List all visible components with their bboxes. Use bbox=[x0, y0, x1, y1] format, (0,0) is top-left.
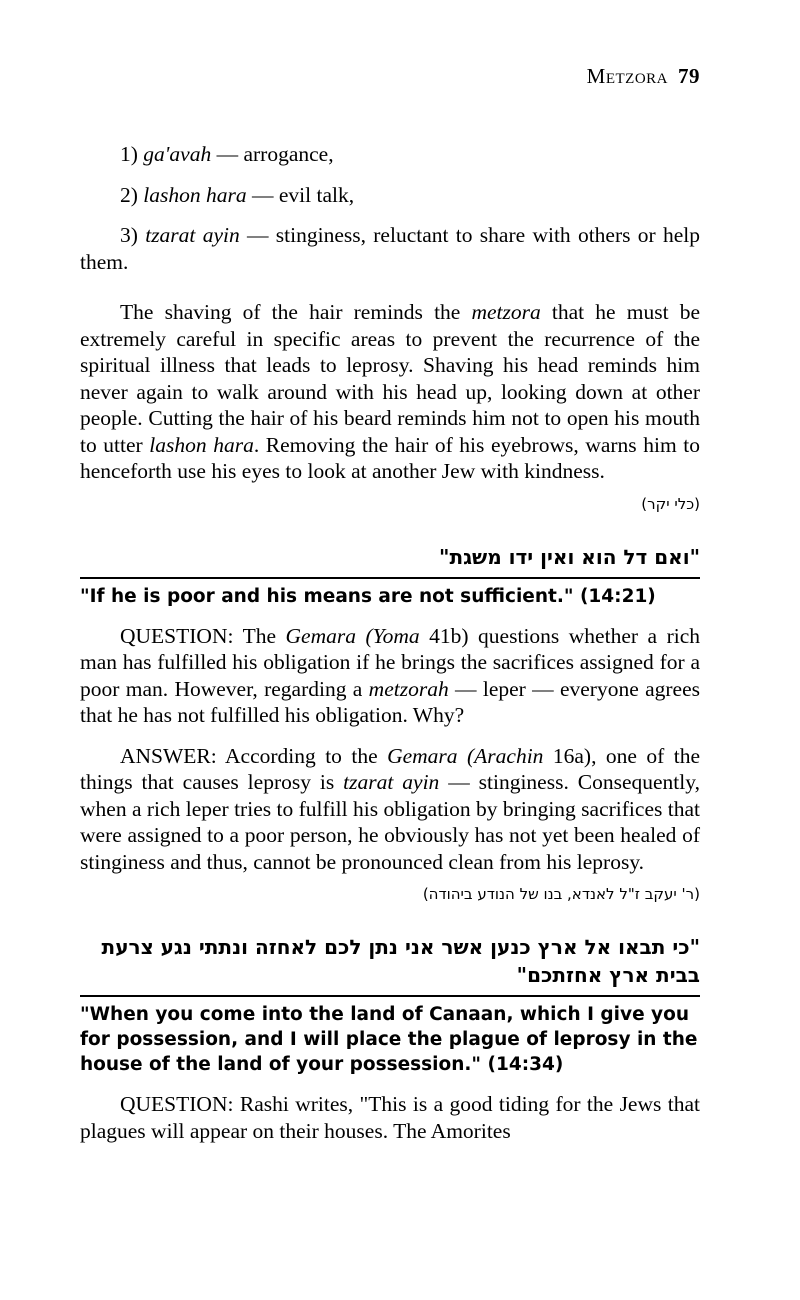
paragraph-text: that he must be extremely careful in specific areas to prevent the recurrence of the spiritual illness that leads to leprosy. Shaving his head reminds him never again to walk around with his head up, looking down at other people. Cutting the hair of his beard reminds him not to open his mouth to utter bbox=[80, 300, 700, 457]
paragraph-text: The bbox=[233, 623, 286, 648]
list-item bbox=[80, 182, 700, 209]
paragraph-italic: tzarat ayin bbox=[343, 770, 440, 794]
heading-rule bbox=[80, 995, 700, 997]
hebrew-heading: "כי תבאו אל ארץ כנען אשר אני נתן לכם לאחזה ונתתי נגע צרעת בבית ארץ אחזתכם" bbox=[101, 935, 700, 987]
list-item-term: lashon hara bbox=[143, 182, 247, 207]
list-item-number: 2) bbox=[120, 182, 138, 207]
paragraph-text: — leper — everyone agrees that he has not fulfilled his obligation. Why? bbox=[80, 676, 700, 727]
paragraph-text: 16a), one of the things that causes leprosy is bbox=[80, 743, 700, 794]
page-content bbox=[80, 64, 700, 1148]
question-paragraph bbox=[80, 623, 700, 729]
paragraph-text: . Removing the hair of his eyebrows, warns him to henceforth use his eyes to look at another Jew with kindness. bbox=[80, 432, 700, 483]
list-item bbox=[80, 141, 700, 168]
list-item bbox=[80, 222, 700, 275]
source-attribution: (ר' יעקב ז"ל לאנדא, בנו של הנודע ביהודה) bbox=[422, 885, 700, 903]
heading-rule bbox=[80, 577, 700, 579]
paragraph-text: 41b) questions whether a rich man has fulfilled his obligation if he brings the sacrifices assigned for a poor man. However, regarding a bbox=[80, 623, 700, 701]
list-item-number: 3) bbox=[120, 223, 138, 247]
page-number: 79 bbox=[678, 64, 700, 88]
list-item-text: — stinginess, reluctant to share with others or help them. bbox=[80, 223, 701, 274]
english-heading: "If he is poor and his means are not sufficient." (14:21) bbox=[80, 585, 656, 607]
answer-label: ANSWER: bbox=[120, 743, 217, 768]
section-block bbox=[80, 543, 700, 904]
english-heading: "When you come into the land of Canaan, which I give you for possession, and I will place the plague of leprosy in the house of the land of your possession." (14:34) bbox=[80, 1004, 698, 1075]
question-paragraph bbox=[80, 1091, 700, 1144]
list-item-text: — arrogance, bbox=[211, 142, 334, 166]
source-attribution: (כלי יקר) bbox=[641, 494, 700, 513]
paragraph bbox=[80, 299, 700, 485]
paragraph-text: The shaving of the hair reminds the bbox=[120, 300, 472, 324]
chapter-title: Metzora bbox=[586, 64, 668, 88]
paragraph-italic: metzora bbox=[471, 300, 541, 324]
running-head bbox=[80, 64, 700, 89]
paragraph-italic: lashon hara bbox=[149, 432, 254, 457]
answer-paragraph bbox=[80, 743, 700, 876]
paragraph-text: Rashi writes, "This is a good tiding for the Jews that plagues will appear on their houses. The Amorites bbox=[80, 1092, 700, 1143]
list-item-term: ga'avah bbox=[143, 142, 212, 166]
question-label: QUESTION: bbox=[120, 1092, 234, 1116]
paragraph-italic: Gemara (Arachin bbox=[387, 743, 544, 768]
paragraph-italic: Gemara (Yoma bbox=[285, 623, 420, 648]
paragraph-italic: metzorah bbox=[368, 676, 449, 701]
hebrew-heading: "ואם דל הוא ואין ידו משגת" bbox=[439, 544, 700, 569]
list-item-text: — evil talk, bbox=[246, 182, 355, 207]
paragraph-text: — stinginess. Consequently, when a rich leper tries to fulfill his obligation by bringing sacrifices that were assigned to a poor person, he obviously has not yet been healed of stinginess and thus, cannot be pronounced clean from his leprosy. bbox=[80, 770, 700, 874]
paragraph-text: According to the bbox=[216, 743, 388, 768]
list-item-term: tzarat ayin bbox=[145, 223, 240, 247]
question-label: QUESTION: bbox=[120, 623, 234, 648]
section-block bbox=[80, 933, 700, 1144]
list-item-number: 1) bbox=[120, 142, 138, 166]
